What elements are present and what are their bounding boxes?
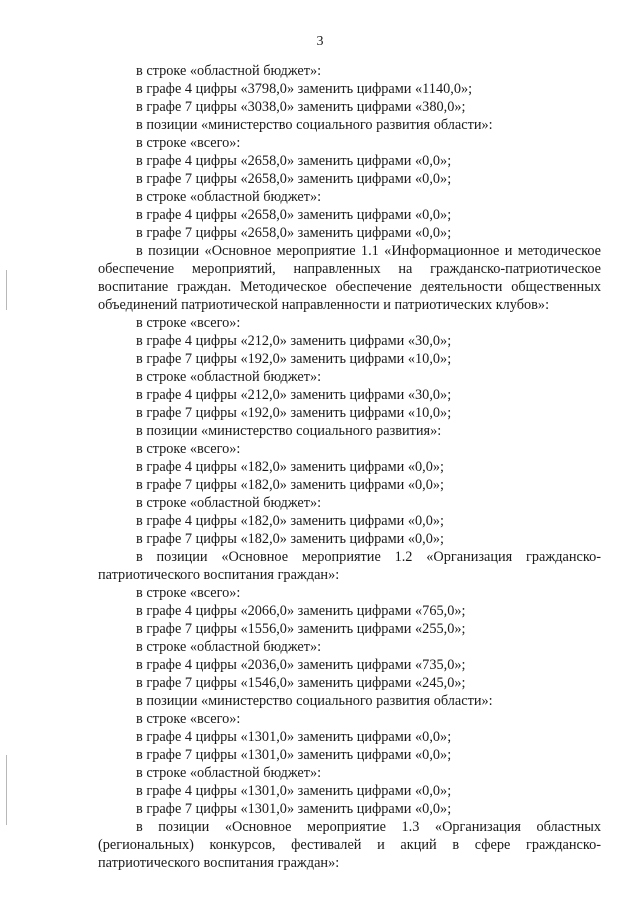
paragraph: в графе 4 цифры «2658,0» заменить цифрами «0,0»; (136, 207, 452, 223)
paragraph: в строке «всего»: (136, 315, 241, 331)
paragraph: в строке «областной бюджет»: (136, 189, 322, 205)
paragraph: в графе 7 цифры «3038,0» заменить цифрами «380,0»; (136, 99, 466, 115)
paragraph: в графе 7 цифры «192,0» заменить цифрами «10,0»; (136, 351, 452, 367)
paragraph: в графе 4 цифры «3798,0» заменить цифрами «1140,0»; (136, 81, 473, 97)
paragraph: в графе 4 цифры «182,0» заменить цифрами «0,0»; (136, 513, 445, 529)
paragraph: в позиции «Основное мероприятие 1.3 «Организация областных (региональных) конкурсов, фестивалей и акций в сфере гражданско-патриотического воспитания граждан»: (98, 819, 601, 871)
paragraph: в графе 7 цифры «1556,0» заменить цифрами «255,0»; (136, 621, 466, 637)
paragraph: в графе 4 цифры «1301,0» заменить цифрами «0,0»; (136, 729, 452, 745)
paragraph: в графе 7 цифры «2658,0» заменить цифрами «0,0»; (136, 225, 452, 241)
paragraph: в позиции «Основное мероприятие 1.2 «Организация гражданско-патриотического воспитания граждан»: (98, 549, 601, 583)
scan-margin-mark (6, 270, 7, 310)
paragraph: в графе 4 цифры «212,0» заменить цифрами «30,0»; (136, 387, 452, 403)
paragraph: в графе 7 цифры «1301,0» заменить цифрами «0,0»; (136, 801, 452, 817)
page-number: 3 (316, 34, 324, 49)
paragraph: в графе 4 цифры «1301,0» заменить цифрами «0,0»; (136, 783, 452, 799)
paragraph: в графе 4 цифры «182,0» заменить цифрами «0,0»; (136, 459, 445, 475)
paragraph: в позиции «Основное мероприятие 1.1 «Информационное и методическое обеспечение мероприятий, направленных на гражданско-патриотическое воспитание граждан. Методическое обеспечение деятельности общественных объединений патриотической направленности и патриотических клубов»: (98, 243, 601, 313)
paragraph: в строке «всего»: (136, 711, 241, 727)
scan-margin-mark (6, 755, 7, 825)
paragraph: в графе 7 цифры «2658,0» заменить цифрами «0,0»; (136, 171, 452, 187)
paragraph: в строке «всего»: (136, 585, 241, 601)
paragraph: в графе 4 цифры «2036,0» заменить цифрами «735,0»; (136, 657, 466, 673)
paragraph: в строке «областной бюджет»: (136, 495, 322, 511)
paragraph: в строке «областной бюджет»: (136, 369, 322, 385)
paragraph: в графе 4 цифры «2658,0» заменить цифрами «0,0»; (136, 153, 452, 169)
paragraph: в строке «всего»: (136, 441, 241, 457)
paragraph: в строке «областной бюджет»: (136, 765, 322, 781)
paragraph: в графе 4 цифры «2066,0» заменить цифрами «765,0»; (136, 603, 466, 619)
paragraph: в графе 7 цифры «192,0» заменить цифрами «10,0»; (136, 405, 452, 421)
paragraph: в строке «областной бюджет»: (136, 639, 322, 655)
paragraph: в графе 7 цифры «182,0» заменить цифрами «0,0»; (136, 477, 445, 493)
paragraph: в позиции «министерство социального развития области»: (136, 117, 493, 133)
paragraph: в позиции «министерство социального развития»: (136, 423, 442, 439)
paragraph: в графе 7 цифры «1546,0» заменить цифрами «245,0»; (136, 675, 466, 691)
paragraph: в строке «всего»: (136, 135, 241, 151)
paragraph: в позиции «министерство социального развития области»: (136, 693, 493, 709)
document-body (98, 62, 601, 872)
paragraph: в графе 4 цифры «212,0» заменить цифрами «30,0»; (136, 333, 452, 349)
paragraph: в строке «областной бюджет»: (136, 63, 322, 79)
paragraph: в графе 7 цифры «182,0» заменить цифрами «0,0»; (136, 531, 445, 547)
paragraph: в графе 7 цифры «1301,0» заменить цифрами «0,0»; (136, 747, 452, 763)
